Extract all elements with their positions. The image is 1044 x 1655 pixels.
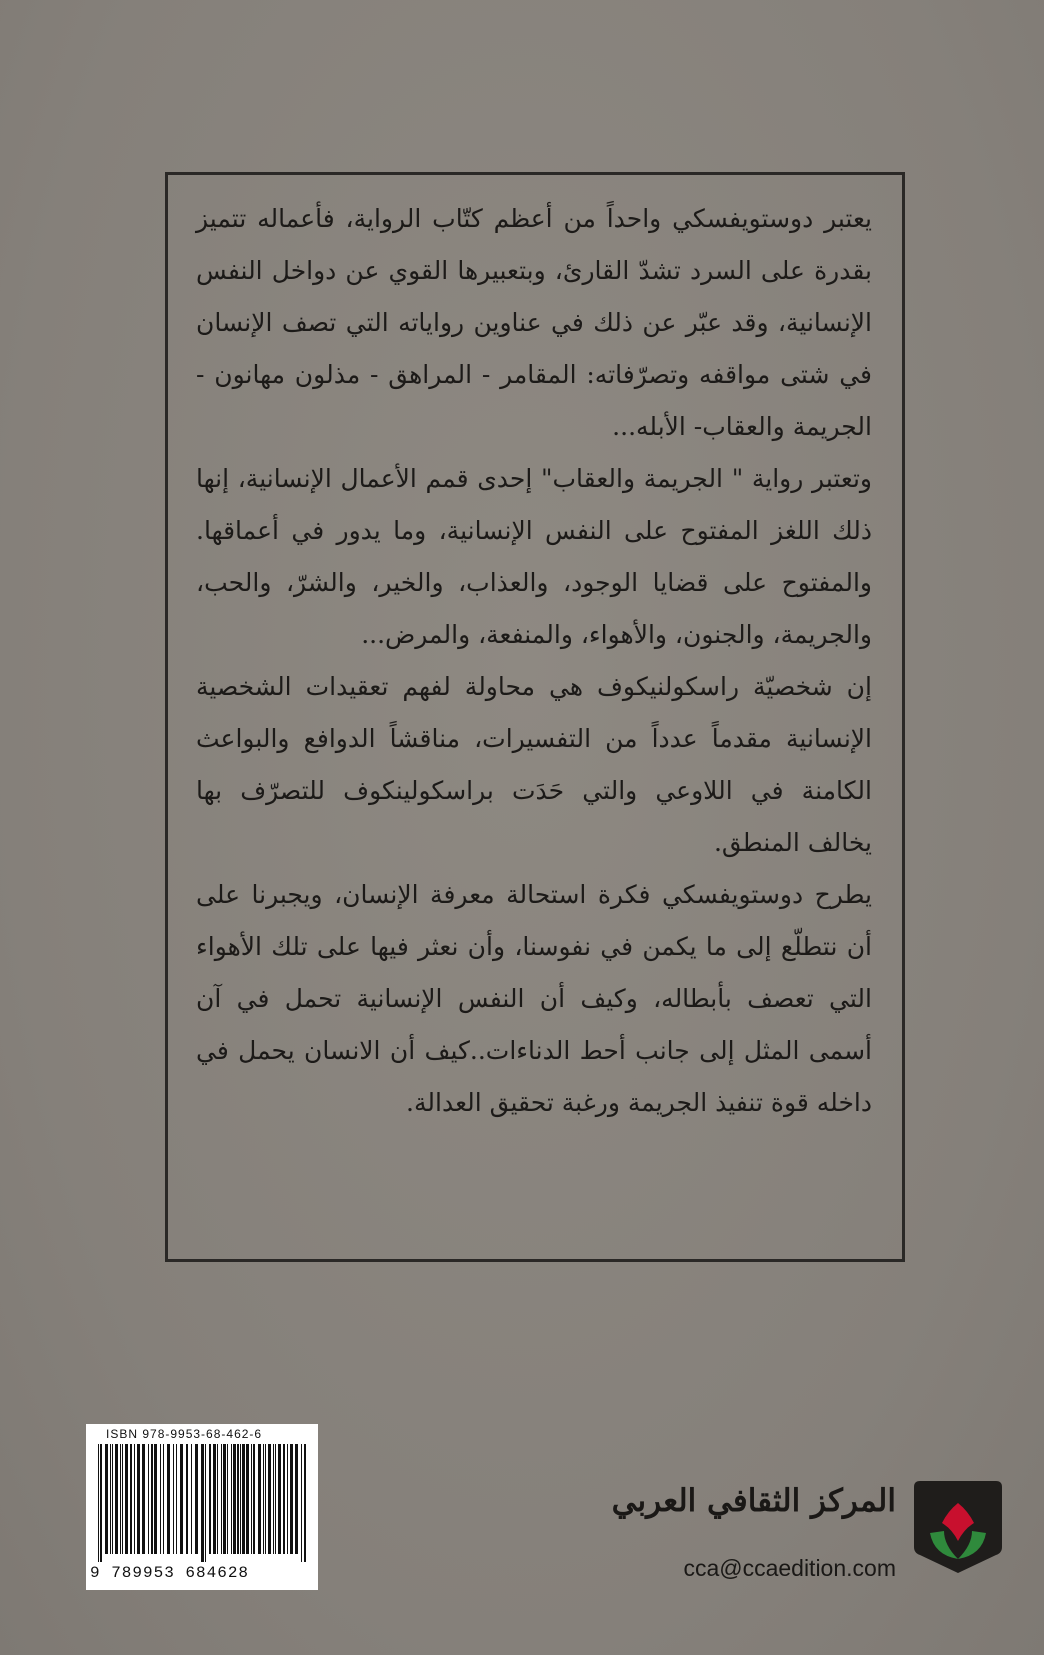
publisher-email: cca@ccaedition.com xyxy=(683,1555,896,1581)
barcode-bar xyxy=(137,1444,140,1554)
barcode-bar xyxy=(105,1444,108,1554)
barcode-bar xyxy=(227,1444,228,1554)
barcode-bar xyxy=(258,1444,261,1554)
barcode-bar xyxy=(246,1444,249,1554)
barcode-bars xyxy=(92,1444,312,1562)
barcode-bar xyxy=(213,1444,216,1554)
barcode-bar xyxy=(115,1444,118,1554)
blurb-text xyxy=(196,193,872,1129)
blurb-frame xyxy=(165,172,905,1262)
barcode-bar xyxy=(209,1444,211,1554)
barcode-bar xyxy=(191,1444,192,1554)
blurb-paragraph: يعتبر دوستويفسكي واحداً من أعظم كتّاب الرواية، فأعماله تتميز بقدرة على السرد تشدّ القارئ، وبتعبيرها القوي عن دواخل النفس الإنسانية، وقد عبّر عن ذلك في عناوين رواياته التي تصف الإنسان في شتى مواقفه وتصرّفاته: المقامر - المراهق - مذلون مهانون - الجريمة والعقاب- الأبله... xyxy=(196,204,872,441)
barcode-bar xyxy=(154,1444,157,1554)
barcode-bar xyxy=(233,1444,236,1554)
barcode-bar xyxy=(265,1444,266,1554)
barcode-bar xyxy=(173,1444,174,1554)
barcode-bar xyxy=(221,1444,222,1554)
barcode-bar xyxy=(167,1444,170,1554)
barcode-bar xyxy=(223,1444,226,1554)
barcode-bar xyxy=(278,1444,281,1554)
barcode-bar xyxy=(130,1444,132,1554)
blurb-paragraph: يطرح دوستويفسكي فكرة استحالة معرفة الإنسان، ويجبرنا على أن نتطلّع إلى ما يكمن في نفوسنا، وأن نعثر فيها على تلك الأهواء التي تعصف بأبطاله، وكيف أن النفس الإنسانية تحمل في آن أسمى المثل إلى جانب أحط الدناءات..كيف أن الانسان يحمل في داخله قوة تنفيذ الجريمة ورغبة تحقيق العدالة. xyxy=(196,880,872,1117)
barcode-bar xyxy=(237,1444,239,1554)
barcode-bar xyxy=(110,1444,111,1554)
isbn-barcode xyxy=(86,1424,318,1590)
barcode-bar xyxy=(242,1444,245,1554)
publisher-name: المركز الثقافي العربي xyxy=(611,1483,896,1519)
barcode-bar xyxy=(283,1444,285,1554)
barcode-bar xyxy=(120,1444,121,1554)
barcode-bar xyxy=(240,1444,241,1554)
barcode-bar xyxy=(263,1444,264,1554)
barcode-bar xyxy=(195,1444,198,1554)
barcode-bar xyxy=(231,1444,232,1554)
barcode-bar xyxy=(275,1444,276,1554)
barcode-bar xyxy=(122,1444,123,1554)
barcode-bar xyxy=(163,1444,164,1554)
barcode-bar xyxy=(151,1444,153,1554)
barcode-bar xyxy=(273,1444,274,1554)
barcode-bar xyxy=(217,1444,218,1554)
barcode-bar xyxy=(251,1444,252,1554)
publisher-block xyxy=(611,1475,1002,1615)
isbn-label: ISBN 978-9953-68-462-6 xyxy=(106,1427,263,1441)
barcode-bar xyxy=(287,1444,288,1554)
barcode-bar xyxy=(125,1444,128,1554)
blurb-paragraph: إن شخصيّة راسكولنيكوف هي محاولة لفهم تعقيدات الشخصية الإنسانية مقدماً عدداً من التفسيرات، مناقشاً الدوافع والبواعث الكامنة في اللاوعي والتي حَدَت براسكولينكوف للتصرّف بها يخالف المنطق. xyxy=(196,672,872,857)
barcode-bar xyxy=(253,1444,255,1554)
barcode-bar xyxy=(142,1444,145,1554)
blurb-paragraph: وتعتبر رواية " الجريمة والعقاب" إحدى قمم الأعمال الإنسانية، إنها ذلك اللغز المفتوح على النفس الإنسانية، وما يدور في أعماقها. والمفتوح على قضايا الوجود، والعذاب، والخير، والشرّ، والحب، والجريمة، والجنون، والأهواء، والمنفعة، والمرض... xyxy=(196,464,872,649)
barcode-bar xyxy=(290,1444,293,1554)
barcode-bar xyxy=(301,1444,302,1562)
barcode-bar xyxy=(304,1444,306,1562)
barcode-bar xyxy=(186,1444,188,1554)
barcode-bar xyxy=(160,1444,161,1554)
barcode-bar xyxy=(295,1444,298,1554)
barcode-bar xyxy=(98,1444,99,1562)
publisher-flower-logo-icon xyxy=(914,1481,1002,1573)
barcode-bar xyxy=(201,1444,204,1562)
barcode-bar xyxy=(205,1444,206,1562)
barcode-bar xyxy=(268,1444,271,1554)
barcode-bar xyxy=(134,1444,135,1554)
barcode-bar xyxy=(176,1444,177,1554)
barcode-bar xyxy=(180,1444,183,1554)
barcode-bar xyxy=(112,1444,113,1554)
barcode-bar xyxy=(100,1444,102,1562)
barcode-bar xyxy=(148,1444,149,1554)
barcode-digits: 9 789953 684628 xyxy=(90,1564,250,1582)
